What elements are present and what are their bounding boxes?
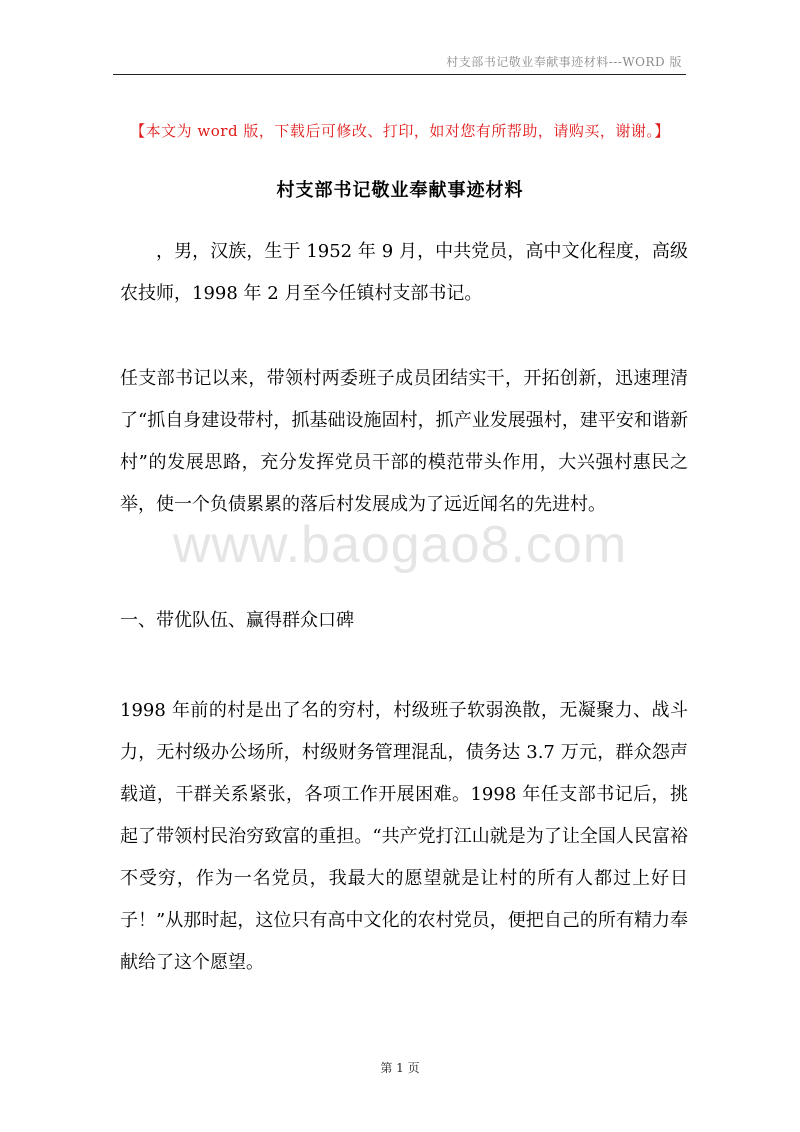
site-watermark: www.baogao8.com bbox=[172, 516, 628, 574]
paragraph-history: 1998 年前的村是出了名的穷村，村级班子软弱涣散，无凝聚力、战斗力，无村级办公场所，村级财务管理混乱，债务达 3.7 万元，群众怨声载道，干群关系紧张，各项工作开展困难。1998 年任支部书记后，挑起了带领村民治穷致富的重担。“共产党打江山就是为了让全国人民富裕不受穷，作为一名党员，我最大的愿望就是让村的所有人都过上好日子！”从那时起，这位只有高中文化的农村党员，便把自己的所有精力奉献给了这个愿望。 bbox=[120, 700, 688, 973]
running-header: 村支部书记敬业奉献事迹材料---WORD 版 bbox=[446, 55, 682, 69]
section-heading: 一、带优队伍、赢得群众口碑 bbox=[120, 610, 354, 631]
header-divider bbox=[113, 74, 686, 75]
document-title: 村支部书记敬业奉献事迹材料 bbox=[276, 180, 524, 201]
paragraph-intro: ，男，汉族，生于 1952 年 9 月，中共党员，高中文化程度，高级农技师，1998 年 2 月至今任镇村支部书记。 bbox=[120, 241, 688, 304]
paragraph-summary: 任支部书记以来，带领村两委班子成员团结实干，开拓创新，迅速理清了“抓自身建设带村，抓基础设施固村，抓产业发展强村，建平安和谐新村”的发展思路，充分发挥党员干部的模范带头作用，大兴强村惠民之举，使一个负债累累的落后村发展成为了远近闻名的先进村。 bbox=[120, 368, 688, 515]
page-number: 第 1 页 bbox=[380, 1061, 420, 1075]
purchase-notice: 【本文为 word 版，下载后可修改、打印，如对您有所帮助，请购买，谢谢。】 bbox=[130, 122, 670, 140]
